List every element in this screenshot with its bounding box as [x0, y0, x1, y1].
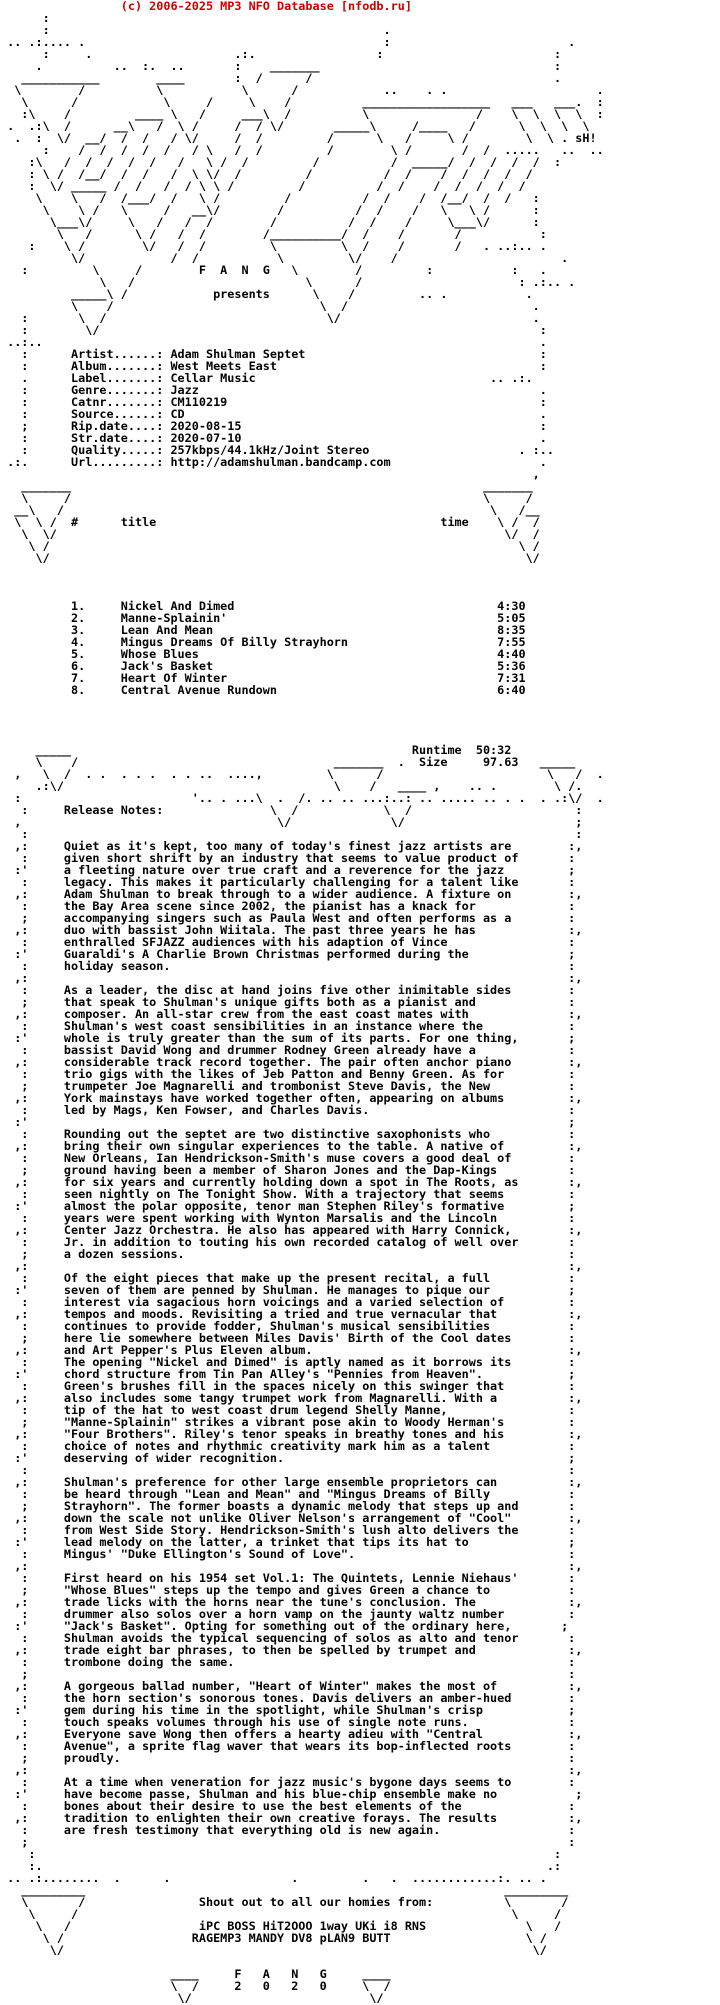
nfo-line: ; a dozen sessions. : [0, 1247, 576, 1261]
nfo-line: : . [0, 23, 391, 37]
nfo-line: ,: :, [0, 1559, 583, 1573]
nfo-line: : the Bay Area scene since 2002, the pianist has a knack for : [0, 899, 576, 913]
nfo-line: .:\/ \ / ____ , .. . \ /. [0, 779, 583, 793]
nfo-line: : led by Mags, Ken Fowser, and Charles Davis. : [0, 1103, 576, 1117]
nfo-line: \/ \/ [0, 551, 540, 565]
nfo-line: ,: for six years and currently holding down a spot in The Roots, as :, [0, 1175, 583, 1189]
nfo-line: . Label.......: Cellar Music .. .:. [0, 371, 533, 385]
nfo-line: :' whole is truly greater than the sum of its parts. For one thing, ; [0, 1031, 576, 1045]
nfo-line: ,: "Four Brothers". Riley's tenor speaks in breathy tones and his :, [0, 1427, 583, 1441]
nfo-line: : touch speaks volumes through his use of single note runs. : [0, 1715, 576, 1729]
nfo-line: : : [0, 827, 583, 841]
nfo-line: ,: :, [0, 1259, 583, 1273]
nfo-line: \ \/ \/ / [0, 527, 540, 541]
nfo-line: \ / Shout out to all our homies from: \ / [0, 1895, 569, 1909]
nfo-line: : Album.......: West Meets East : [0, 359, 547, 373]
nfo-line: ,: Quiet as it's kept, too many of today's finest jazz artists are :, [0, 839, 583, 853]
nfo-line: __\ / \ /__ [0, 503, 540, 517]
nfo-line: :' ; [0, 1115, 576, 1129]
nfo-line: ,: tempos and moods. Revisiting a tried and true vernacular that :, [0, 1307, 583, 1321]
nfo-line: \ \ / \ / __\/ / / / / \ \ / : [0, 203, 540, 217]
nfo-line: : Source......: CD . [0, 407, 547, 421]
nfo-line: ,: bring their own singular experiences to the table. A native of :, [0, 1139, 583, 1153]
nfo-line: ; Rip.date....: 2020-08-15 : [0, 419, 547, 433]
nfo-line: _________ _________ [0, 1883, 569, 1897]
nfo-line: ,: York mainstays have worked together often, appearing on albums :, [0, 1091, 583, 1105]
nfo-line: ..:.. . [0, 335, 547, 349]
nfo-line: : Avenue", a sprite flag waver that wears its bop-inflected roots : [0, 1739, 576, 1753]
nfo-line: ; trumpeter Joe Magnarelli and trombonist Steve Davis, the New : [0, 1079, 576, 1093]
nfo-line: : Shulman avoids the typical sequencing of solos as alto and tenor : [0, 1631, 576, 1645]
nfo-line: : The opening "Nickel and Dimed" is aptly named as it borrows its : [0, 1355, 576, 1369]
nfo-line [0, 720, 720, 732]
nfo-line: \ \ / # title time \ / / [0, 515, 540, 529]
nfo-line: ,: trade licks with the horns near the tune's conclusion. The :, [0, 1595, 583, 1609]
nfo-line: :' seven of them are penned by Shulman. He manages to pique our ; [0, 1283, 576, 1297]
nfo-line: : Artist......: Adam Shulman Septet : [0, 347, 547, 361]
nfo-line: ,: Center Jazz Orchestra. He also has appeared with Harry Connick, :, [0, 1223, 583, 1237]
nfo-line [0, 708, 720, 720]
nfo-line: _____\ / presents \ / .. . . [0, 287, 533, 301]
nfo-line: ,: tradition to enlighten their own creative forays. The results :, [0, 1811, 583, 1825]
nfo-line: \/ \/ [0, 1991, 384, 2005]
nfo-line: : Shulman's west coast sensibilities in an instance where the : [0, 1019, 576, 1033]
nfo-line: \ / \ / [0, 491, 533, 505]
nfo-line: : / / / / / / \ / / / \ / / / ..... .. .. [0, 143, 604, 157]
nfo-line: : drummer also solos over a horn vamp on the jaunty waltz number : [0, 1607, 576, 1621]
nfo-line: \ / \ / \ / __________________ ___ ___. : [0, 95, 604, 109]
nfo-line: : \ / F A N G \ / : : . [0, 263, 547, 277]
nfo-line: \ / \ / [0, 1907, 562, 1921]
nfo-line: 6. Jack's Basket 5:36 [0, 659, 526, 673]
nfo-line: : As a leader, the disc at hand joins five other inimitable sides : [0, 983, 576, 997]
nfo-line: : Mingus' "Duke Ellington's Sound of Love". : [0, 1547, 576, 1561]
nfo-line: :' lead melody on the latter, a trinket that tips its hat to ; [0, 1535, 576, 1549]
nfo-line: \ \ / /___/ / \ / / / / / /__/ / / : [0, 191, 540, 205]
nfo-line: :' almost the polar opposite, tenor man Stephen Riley's formative ; [0, 1199, 576, 1213]
nfo-line: ; "Manne-Splainin" strikes a vibrant pose akin to Woody Herman's : [0, 1415, 576, 1429]
nfo-line: : enthralled SFJAZZ audiences with his adaption of Vince : [0, 935, 576, 949]
nfo-line: ; Strayhorn". The former boasts a dynamic melody that steps up and : [0, 1499, 576, 1513]
nfo-line: : \ / \/ . [0, 311, 540, 325]
nfo-line: ,: Everyone save Wong then offers a hearty adieu with "Central :, [0, 1727, 583, 1741]
nfo-line: ,: composer. An all-star crew from the east coast mates with :, [0, 1007, 583, 1021]
nfo-line: : : [0, 1463, 576, 1477]
nfo-line: , \ / . . . . . . . .. ...., \ / \ / . [0, 767, 604, 781]
nfo-line: : Str.date....: 2020-07-10 . [0, 431, 547, 445]
nfo-line: :\ / / / / / / \ / / / / _____/ / / / / : [0, 155, 562, 169]
nfo-line: \___\/ \ / / / / / / / \___\/ : [0, 215, 540, 229]
nfo-line: ,: Shulman's preference for other large ensemble proprietors can :, [0, 1475, 583, 1489]
nfo-line: :' chord structure from Tin Pan Alley's "Pennies from Heaven". ; [0, 1367, 576, 1381]
nfo-line: : the horn section's sonorous tones. Davis delivers an amber-hued : [0, 1691, 576, 1705]
nfo-line: , [0, 467, 540, 481]
nfo-line: : \ / /__/ / / / \ \/ / / / / / / / / / [0, 167, 533, 181]
nfo-line: 5. Whose Blues 4:40 [0, 647, 526, 661]
nfo-line: : : [0, 1847, 562, 1861]
nfo-line: 4. Mingus Dreams Of Billy Strayhorn 7:55 [0, 635, 526, 649]
nfo-line: : trombone doing the same. : [0, 1655, 576, 1669]
nfo-line: : '.. . ...\ . /. .. .. ...:..: .. ..... .. . . . .:\/ . [0, 791, 604, 805]
nfo-line: :' "Jack's Basket". Opting for something out of the ordinary here, ; [0, 1619, 569, 1633]
nfo-line: : holiday season. : [0, 959, 576, 973]
nfo-line: 7. Heart Of Winter 7:31 [0, 671, 526, 685]
nfo-line: : interest via sagacious horn voicings and a varied selection of : [0, 1295, 576, 1309]
nfo-line: : are fresh testimony that everything old is new again. : [0, 1823, 576, 1837]
nfo-line: : given short shrift by an industry that seems to value product of : [0, 851, 576, 865]
nfo-line: : . .:. : : [0, 47, 562, 61]
nfo-line: _______ _______ [0, 479, 533, 493]
nfo-line: : seen nightly on The Tonight Show. With a trajectory that seems : [0, 1187, 576, 1201]
nfo-line: ; here lie somewhere between Miles Davis' Birth of the Cool dates : [0, 1331, 576, 1345]
nfo-line: \ / _______ . Size 97.63 _____ [0, 755, 576, 769]
nfo-line: \ / \ / : .:.. . [0, 275, 576, 289]
nfo-line: .. .:........ . . . . . ............:. .. . [0, 1871, 547, 1885]
nfo-line: : Quality.....: 257kbps/44.1kHz/Joint Stereo . :.. [0, 443, 554, 457]
nfo-line: _____ Runtime 50:32 [0, 743, 512, 757]
nfo-line: ,: trade eight bar phrases, to then be spelled by trumpet and :, [0, 1643, 583, 1657]
nfo-line: ; accompanying singers such as Paula West and often performs as a : [0, 911, 576, 925]
nfo-line: \ / \ \ / .. . . . [0, 83, 604, 97]
nfo-line: : \/ _____ / / / / \ \ / / / / / / / / / [0, 179, 526, 193]
nfo-line: : Release Notes: \ / \ / : [0, 803, 583, 817]
nfo-line: \/ / / \ \/ / . [0, 251, 569, 265]
nfo-line: :' deserving of wider recognition. ; [0, 1451, 576, 1465]
nfo-line: :' Guaraldi's A Charlie Brown Christmas performed during the ; [0, 947, 576, 961]
nfo-line: , \/ \/ ; [0, 815, 583, 829]
nfo-line: : bones about their desire to use the best elements of the : [0, 1799, 576, 1813]
nfo-line: :\ / ____ \ / ___\ / \ / \ \ \ \ : [0, 107, 604, 121]
nfo-line: : Rounding out the septet are two distinctive saxophonists who : [0, 1127, 576, 1141]
nfo-line [0, 696, 720, 708]
nfo-header-line: (c) 2006-2025 MP3 NFO Database [nfodb.ru] [0, 0, 412, 13]
nfo-line: :' have become passe, Shulman and his blue-chip ensemble make no ; [0, 1787, 583, 1801]
nfo-line: ,: also includes some tangy trumpet work from Magnarelli. With a :, [0, 1391, 583, 1405]
nfo-line: ; : [0, 1667, 576, 1681]
nfo-line: ____ F A N G ____ [0, 1967, 391, 1981]
nfo-line: : legacy. This makes it particularly challenging for a talent like : [0, 875, 576, 889]
nfo-line [0, 564, 720, 576]
nfo-line: . .. :. .. : _______ : [0, 59, 562, 73]
nfo-line: \/ \/ [0, 1943, 547, 1957]
nfo-line: ___________ ____ : / / . [0, 71, 562, 85]
nfo-line: ; that speak to Shulman's unique gifts both as a pianist and : [0, 995, 576, 1009]
nfo-line: ,: :, [0, 1763, 583, 1777]
nfo-line: \ / RAGEMP3 MANDY DV8 pLAN9 BUTT \ / [0, 1931, 547, 1945]
nfo-line: ; proudly. : [0, 1751, 576, 1765]
nfo-line: : bassist David Wong and drummer Rodney Green already have a : [0, 1043, 576, 1057]
nfo-line: : be heard through "Lean and Mean" and "Mingus Dreams of Billy : [0, 1487, 576, 1501]
nfo-line: : \ / \/ / / \ \ / / / . ..:.. . [0, 239, 547, 253]
nfo-line: : At a time when veneration for jazz music's bygone days seems to : [0, 1775, 576, 1789]
nfo-line: . : \/ __/ / / / \/ / / / \ / \ / \ \ . sH! [0, 131, 597, 145]
nfo-line: 2. Manne-Splainin' 5:05 [0, 611, 526, 625]
nfo-line: : tip of the hat to west coast drum legend Shelly Manne, : [0, 1403, 576, 1417]
nfo-line: : from West Side Story. Hendrickson-Smith's lush alto delivers the : [0, 1523, 576, 1537]
nfo-line: :' a fleeting nature over true craft and a reverence for the jazz ; [0, 863, 576, 877]
nfo-line: \ / \ / / / /__________/ / / / : [0, 227, 547, 241]
nfo-line: ; ground having been a member of Sharon Jones and the Dap-Kings : [0, 1163, 576, 1177]
nfo-line: :' gem during his time in the spotlight, while Shulman's crisp ; [0, 1703, 576, 1717]
nfo-line: \ / \ / [0, 539, 540, 553]
nfo-line: \ / \ / . [0, 299, 540, 313]
nfo-line: : \/ : [0, 323, 547, 337]
nfo-line: : Catnr.......: CM110219 : [0, 395, 547, 409]
nfo-line: ; "Whose Blues" steps up the tempo and gives Green a chance to : [0, 1583, 576, 1597]
nfo-line: : Jr. in addition to touting his own recorded catalog of well over : [0, 1235, 576, 1249]
nfo-line: . .:\ / __\ / \ / / / \/ _____\ /____ / \ \ \ \ [0, 119, 590, 133]
nfo-line: : continues to provide fodder, Shulman's musical sensibilities : [0, 1319, 576, 1333]
nfo-line: : Green's brushes fill in the spaces nicely on this swinger that : [0, 1379, 576, 1393]
nfo-line: ; : [0, 1835, 576, 1849]
nfo-line: ,: Adam Shulman to break through to a wider audience. A fixture on :, [0, 887, 583, 901]
nfo-line: \ / 2 0 2 0 \ / [0, 1979, 391, 1993]
nfo-line: ,: duo with bassist John Wiitala. The past three years he has :, [0, 923, 583, 937]
nfo-line: : New Orleans, Ian Hendrickson-Smith's muse covers a good deal of : [0, 1151, 576, 1165]
nfo-line: \ / iPC BOSS HiT2OOO 1way UKi i8 RNS \ / [0, 1919, 562, 1933]
nfo-line: : Of the eight pieces that make up the present recital, a full : [0, 1271, 576, 1285]
nfo-line: : trio gigs with the likes of Jeb Patton and Benny Green. As for : [0, 1067, 576, 1081]
nfo-line: ,: A gorgeous ballad number, "Heart of Winter" makes the most of :, [0, 1679, 583, 1693]
nfo-line: :. .: [0, 1859, 562, 1873]
nfo-line: ,: and Art Pepper's Plus Eleven album. :, [0, 1343, 583, 1357]
nfo-line: : Genre.......: Jazz . [0, 383, 547, 397]
nfo-line: ,: considerable track record together. The pair often anchor piano :, [0, 1055, 583, 1069]
nfo-line: ,: :, [0, 971, 583, 985]
nfo-line: 3. Lean And Mean 8:35 [0, 623, 526, 637]
nfo-line: 8. Central Avenue Rundown 6:40 [0, 683, 526, 697]
nfo-line: : [0, 11, 50, 25]
nfo-line: ,: down the scale not unlike Oliver Nelson's arrangement of "Cool" :, [0, 1511, 583, 1525]
nfo-line: 1. Nickel And Dimed 4:30 [0, 599, 526, 613]
nfo-line: : First heard on his 1954 set Vol.1: The Quintets, Lennie Niehaus' : [0, 1571, 576, 1585]
nfo-line: .. .:.... . : . [0, 35, 576, 49]
nfo-line: .:. Url.........: http://adamshulman.bandcamp.com . [0, 455, 547, 469]
nfo-line [0, 576, 720, 588]
nfo-line: : years were spent working with Wynton Marsalis and the Lincoln : [0, 1211, 576, 1225]
nfo-line: : choice of notes and rhythmic creativity mark him as a talent : [0, 1439, 576, 1453]
